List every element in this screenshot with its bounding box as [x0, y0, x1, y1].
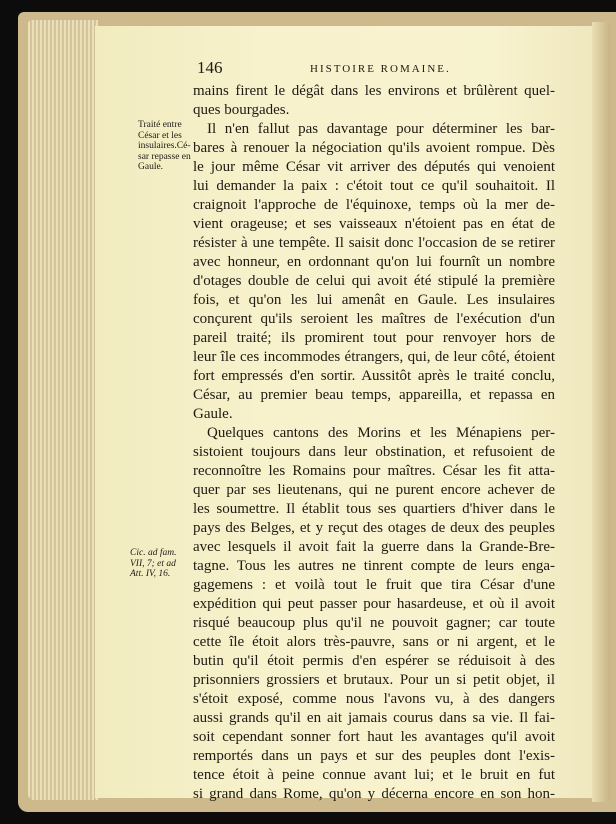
text-line: fois, et qu'on les lui amenât en Gaule. Les insulaires: [193, 292, 555, 308]
page-edges: [28, 20, 98, 800]
text-line: remportés dans un pays et sur des peuples dont l'exis-: [193, 748, 555, 764]
text-line: risqué beaucoup plus qu'il ne pouvoit gagner; car toute: [193, 615, 555, 631]
text-line: tence étoit à peine connue avant lui; et le bruit en fut: [193, 767, 555, 783]
text-line: conçurent qu'ils seroient les maîtres de l'exécution d'un: [193, 311, 555, 327]
text-line: mains firent le dégât dans les environs et brûlèrent quel-: [193, 83, 555, 99]
margin-note-treaty: [138, 120, 200, 173]
text-line: sistoient toujours dans leur obstination, et refusoient de: [193, 444, 555, 460]
body-text: [193, 82, 555, 804]
margin-note-line: sar repasse en: [138, 151, 191, 162]
text-line: expédition qui peut passer pour hasardeuse, et où il avoit: [193, 596, 555, 612]
margin-note-line: César et les: [138, 130, 182, 141]
margin-note-citation: [130, 548, 192, 580]
text-line: prisonniers grossiers et brutaux. Pour un si petit objet, il: [193, 672, 555, 688]
text-line: Gaule.: [193, 406, 233, 422]
text-line: pays des Belges, et y reçut des otages de deux des peuples: [193, 520, 555, 536]
text-line: avec lesquels il avoit fait la guerre dans la Grande-Bre-: [193, 539, 555, 555]
text-line: le jour même César vit arriver des députés qui venoient: [193, 159, 555, 175]
text-line: soit cependant sonner fort haut les avantages qu'il avoit: [193, 729, 555, 745]
text-line: butin qu'il étoit permis d'en espérer se réduisoit à des: [193, 653, 555, 669]
margin-note-line: Traité entre: [138, 120, 182, 130]
text-line: les soumettre. Il établit tous ses quartiers d'hiver dans le: [193, 501, 555, 517]
text-line: s'étoit exposé, comme nous l'avons vu, à des dangers: [193, 691, 555, 707]
text-line: ques bourgades.: [193, 102, 290, 118]
text-line: César, au premier beau temps, appareilla, et repassa en: [193, 387, 555, 403]
text-line: bares à renouer la négociation qu'ils avoient rompue. Dès: [193, 140, 555, 156]
page-header: [197, 60, 557, 80]
text-line: pareil traité; ils promirent tout pour renvoyer hors de: [193, 330, 555, 346]
margin-note-line: Gaule.: [138, 162, 164, 172]
text-line: lui demander la paix : c'étoit tout ce qu'il souhaitoit. Il: [193, 178, 555, 194]
text-line: craignoit l'approche de l'équinoxe, temps où la mer de-: [193, 197, 555, 213]
running-title: HISTOIRE ROMAINE.: [310, 63, 451, 75]
margin-note-line: insulaires.Cé-: [138, 141, 191, 151]
text-line: aussi grands qu'il en ait jamais courus dans sa vie. Il fai-: [193, 710, 555, 726]
text-line: reconnoître les Romains pour maîtres. César les fit atta-: [193, 463, 555, 479]
text-line: Il n'en fallut pas davantage pour déterminer les bar-: [207, 121, 555, 137]
text-line: résister à une tempête. Il saisit donc l'occasion de se retirer: [193, 235, 555, 251]
text-line: tagne. Tous les autres ne tinrent compte de leurs enga-: [193, 558, 555, 574]
gutter-shadow: [592, 22, 610, 802]
text-line: vient orageuse; et ses vaisseaux n'étoient pas en état de: [193, 216, 555, 232]
text-line: Quelques cantons des Morins et les Ménapiens per-: [207, 425, 555, 441]
text-line: cette île étoit alors très-pauvre, sans or ni argent, et le: [193, 634, 555, 650]
margin-note-line: VII, 7; et ad: [130, 558, 176, 569]
text-line: quer par ses lieutenans, qui ne purent encore achever de: [193, 482, 555, 498]
text-line: leur île ces incommodes étrangers, qui, de leur côté, étoient: [193, 349, 555, 365]
text-line: d'otages double de celui qui avoit été stipulé la première: [193, 273, 555, 289]
text-line: fort empressés d'en sortir. Aussitôt après le traité conclu,: [193, 368, 555, 384]
margin-note-line: Att. IV, 16.: [130, 569, 171, 579]
text-line: si grand dans Rome, qu'on y décerna encore en son hon-: [193, 786, 555, 802]
margin-note-line: Cic. ad fam.: [130, 548, 177, 558]
text-line: gagemens : et voilà tout le fruit que tira César d'une: [193, 577, 555, 593]
text-line: avec honneur, en ordonnant qu'on lui fournît un nombre: [193, 254, 555, 270]
page-number: 146: [197, 58, 223, 77]
